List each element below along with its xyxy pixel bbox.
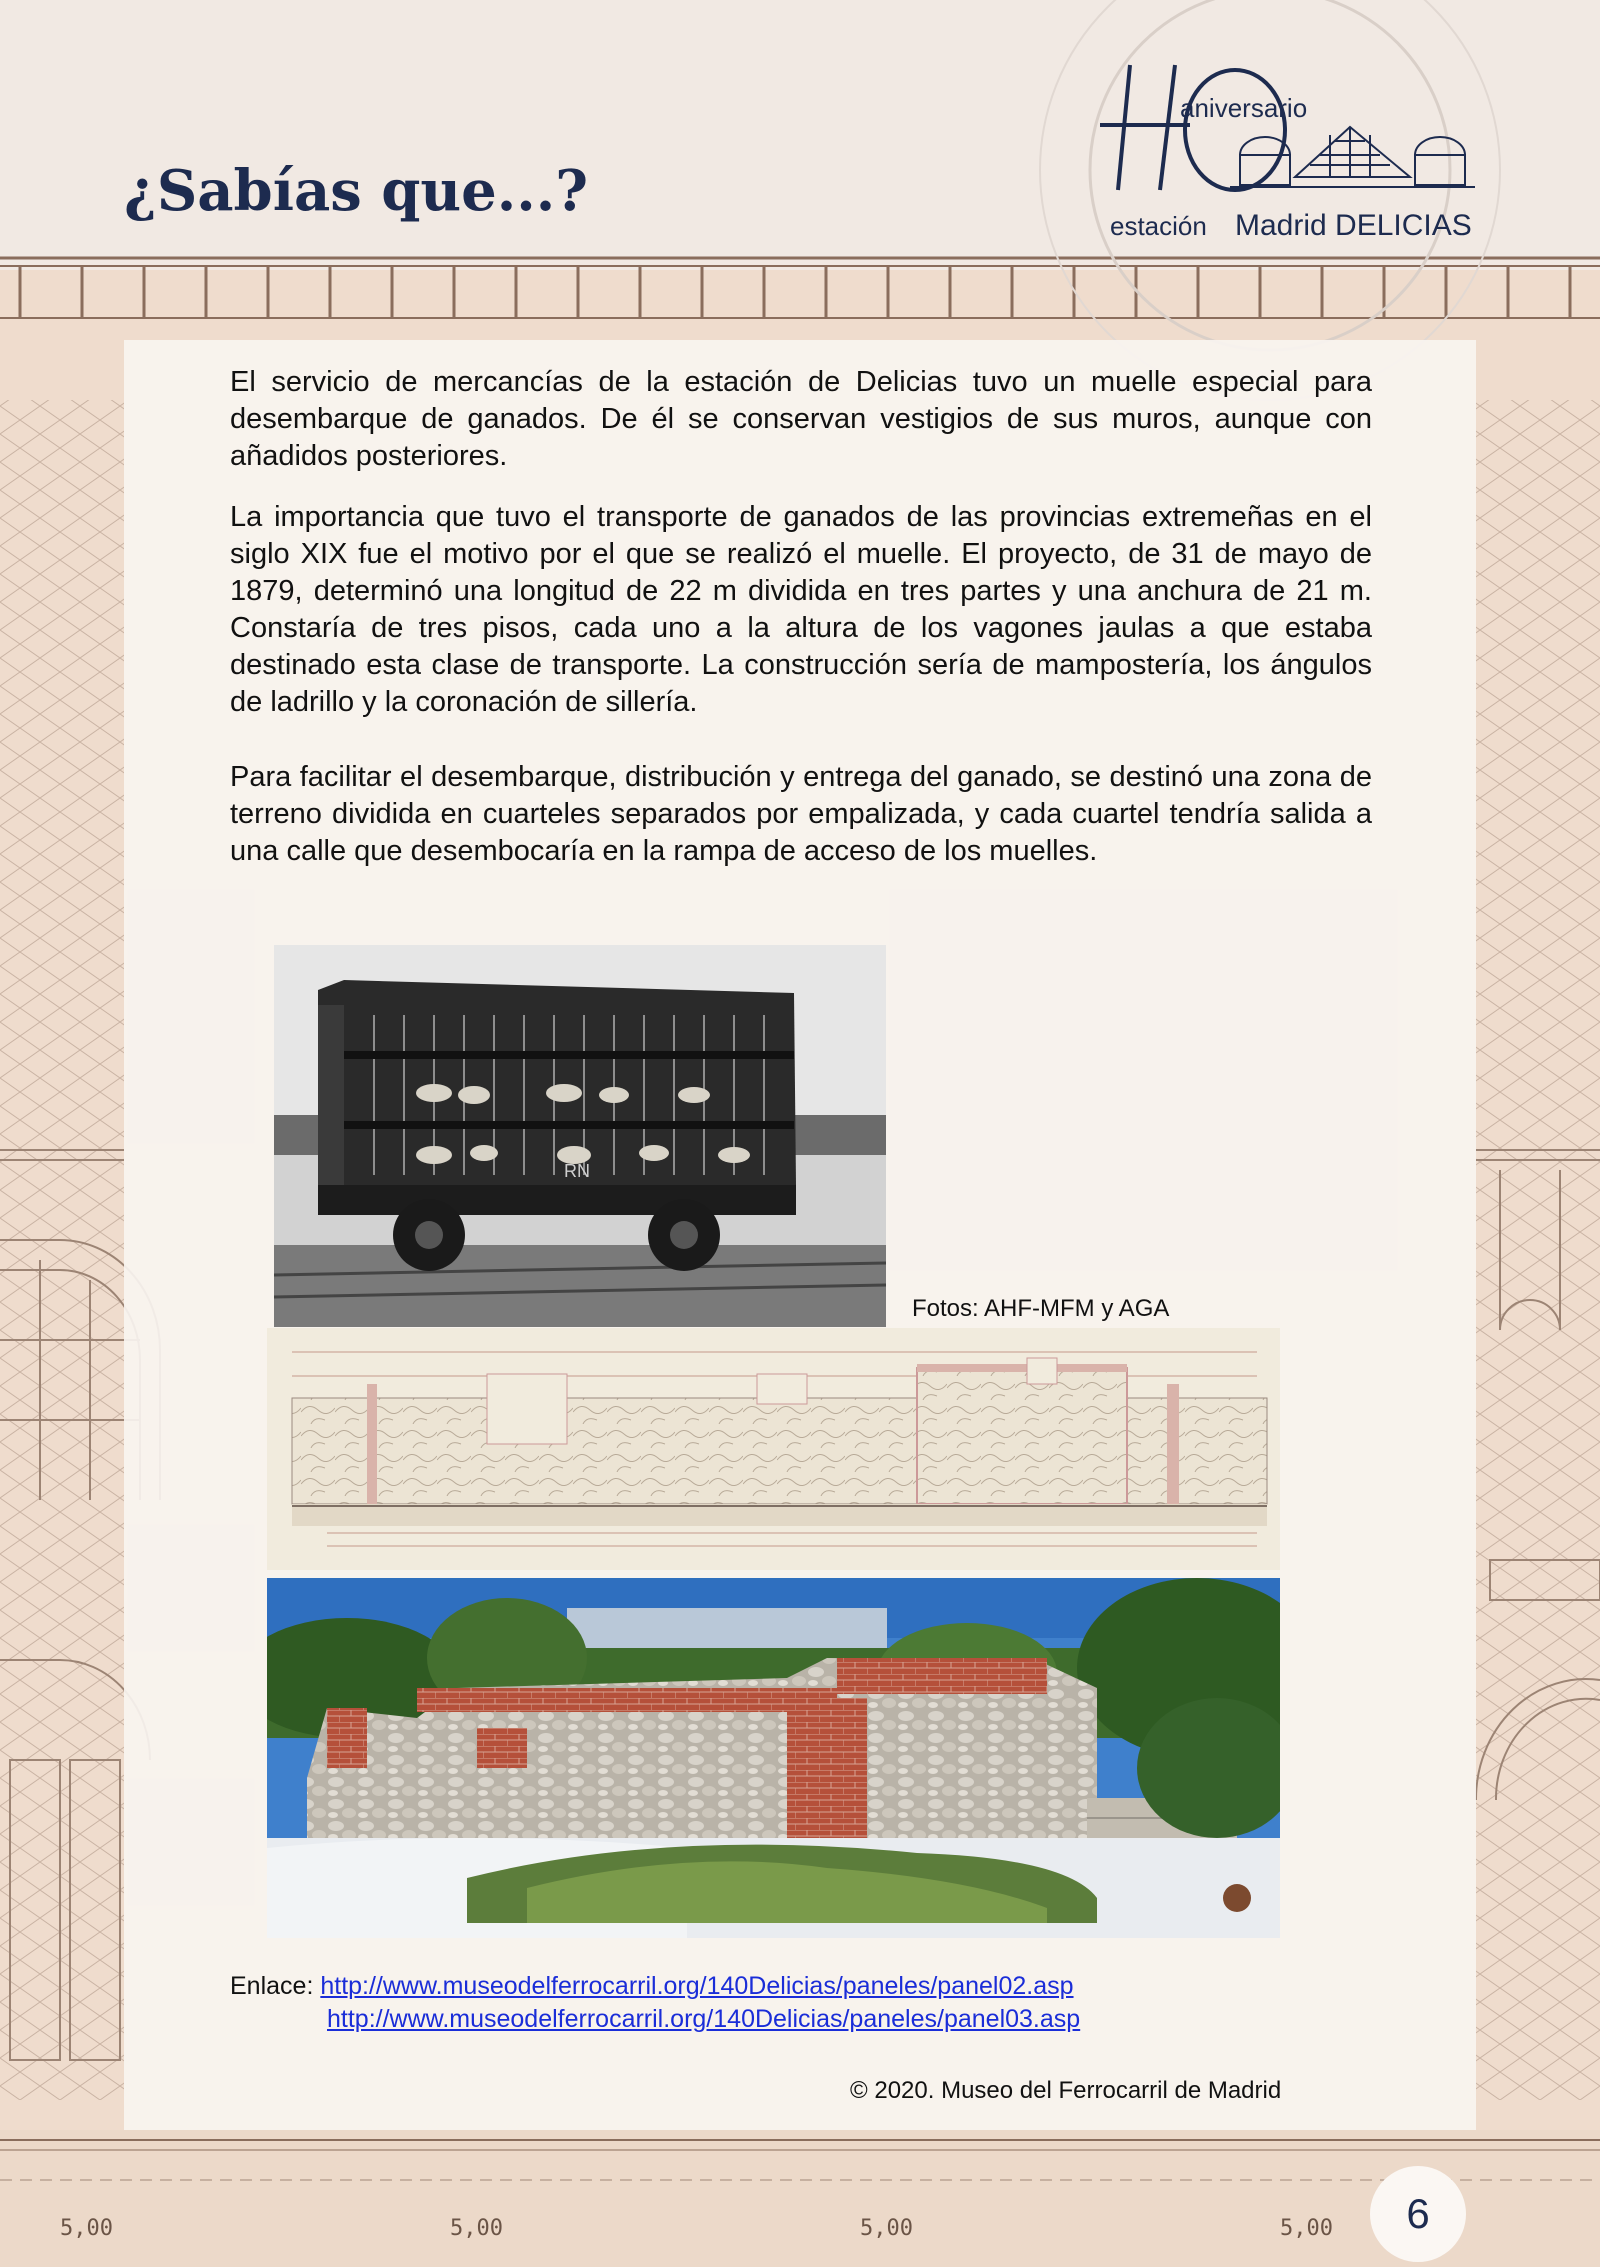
paragraph-1: El servicio de mercancías de la estación de Delicias tuvo un muelle especial para desembarque de ganados. De él se conservan vestigios de sus muros, aunque con añadidos posteriores. (230, 366, 1372, 472)
paragraph-3: Para facilitar el desembarque, distribución y entrega del ganado, se destinó una zona de terreno dividida en cuarteles separados por empalizada, y cada cuartel tendría salida a una calle que desembocaría en la rampa de acceso de los muelles. (230, 761, 1372, 867)
links-row-2 (230, 2003, 1080, 2036)
wagon-marking: RN (564, 1161, 590, 1181)
scale-label: 5,00 (60, 2216, 113, 2241)
photo-cattle-wagon (274, 945, 886, 1327)
scale-label: 5,00 (860, 2216, 913, 2241)
link-panel02[interactable]: http://www.museodelferrocarril.org/140Delicias/paneles/panel02.asp (320, 1972, 1074, 2000)
link-panel03[interactable]: http://www.museodelferrocarril.org/140Delicias/paneles/panel03.asp (327, 2005, 1081, 2033)
copyright-notice: © 2020. Museo del Ferrocarril de Madrid (850, 2077, 1282, 2104)
logo-station-name: Madrid DELICIAS (1235, 209, 1472, 242)
photo-dock-elevation-drawing (267, 1328, 1280, 1570)
paragraph-2: La importancia que tuvo el transporte de ganados de las provincias extremeñas en el siglo XIX fue el motivo por el que se realizó el muelle. El proyecto, de 31 de mayo de 1879, determinó una longitud de 22 m dividida en tres partes y una anchura de 21 m. Constaría de tres pisos, cada uno a la altura de los vagones jaulas a que estaba destinado esta clase de transporte. La construcción sería de mampostería, los ángulos de ladrillo y la coronación de sillería. (230, 501, 1372, 718)
anniversary-logo (1080, 55, 1480, 255)
photo-caption: Fotos: AHF-MFM y AGA (912, 1295, 1170, 1322)
logo-anniversary-word: aniversario (1180, 93, 1308, 123)
logo-station-prefix: estación (1110, 211, 1207, 241)
scale-label: 5,00 (1280, 2216, 1333, 2241)
page-title: ¿Sabías que...? (124, 158, 589, 224)
photo-dock-remains (267, 1578, 1280, 1938)
links-label: Enlace: (230, 1972, 314, 2000)
page-number: 6 (1370, 2166, 1466, 2262)
scale-label: 5,00 (450, 2216, 503, 2241)
links-block (230, 1970, 1080, 2036)
links-row-1 (230, 1970, 1080, 2003)
